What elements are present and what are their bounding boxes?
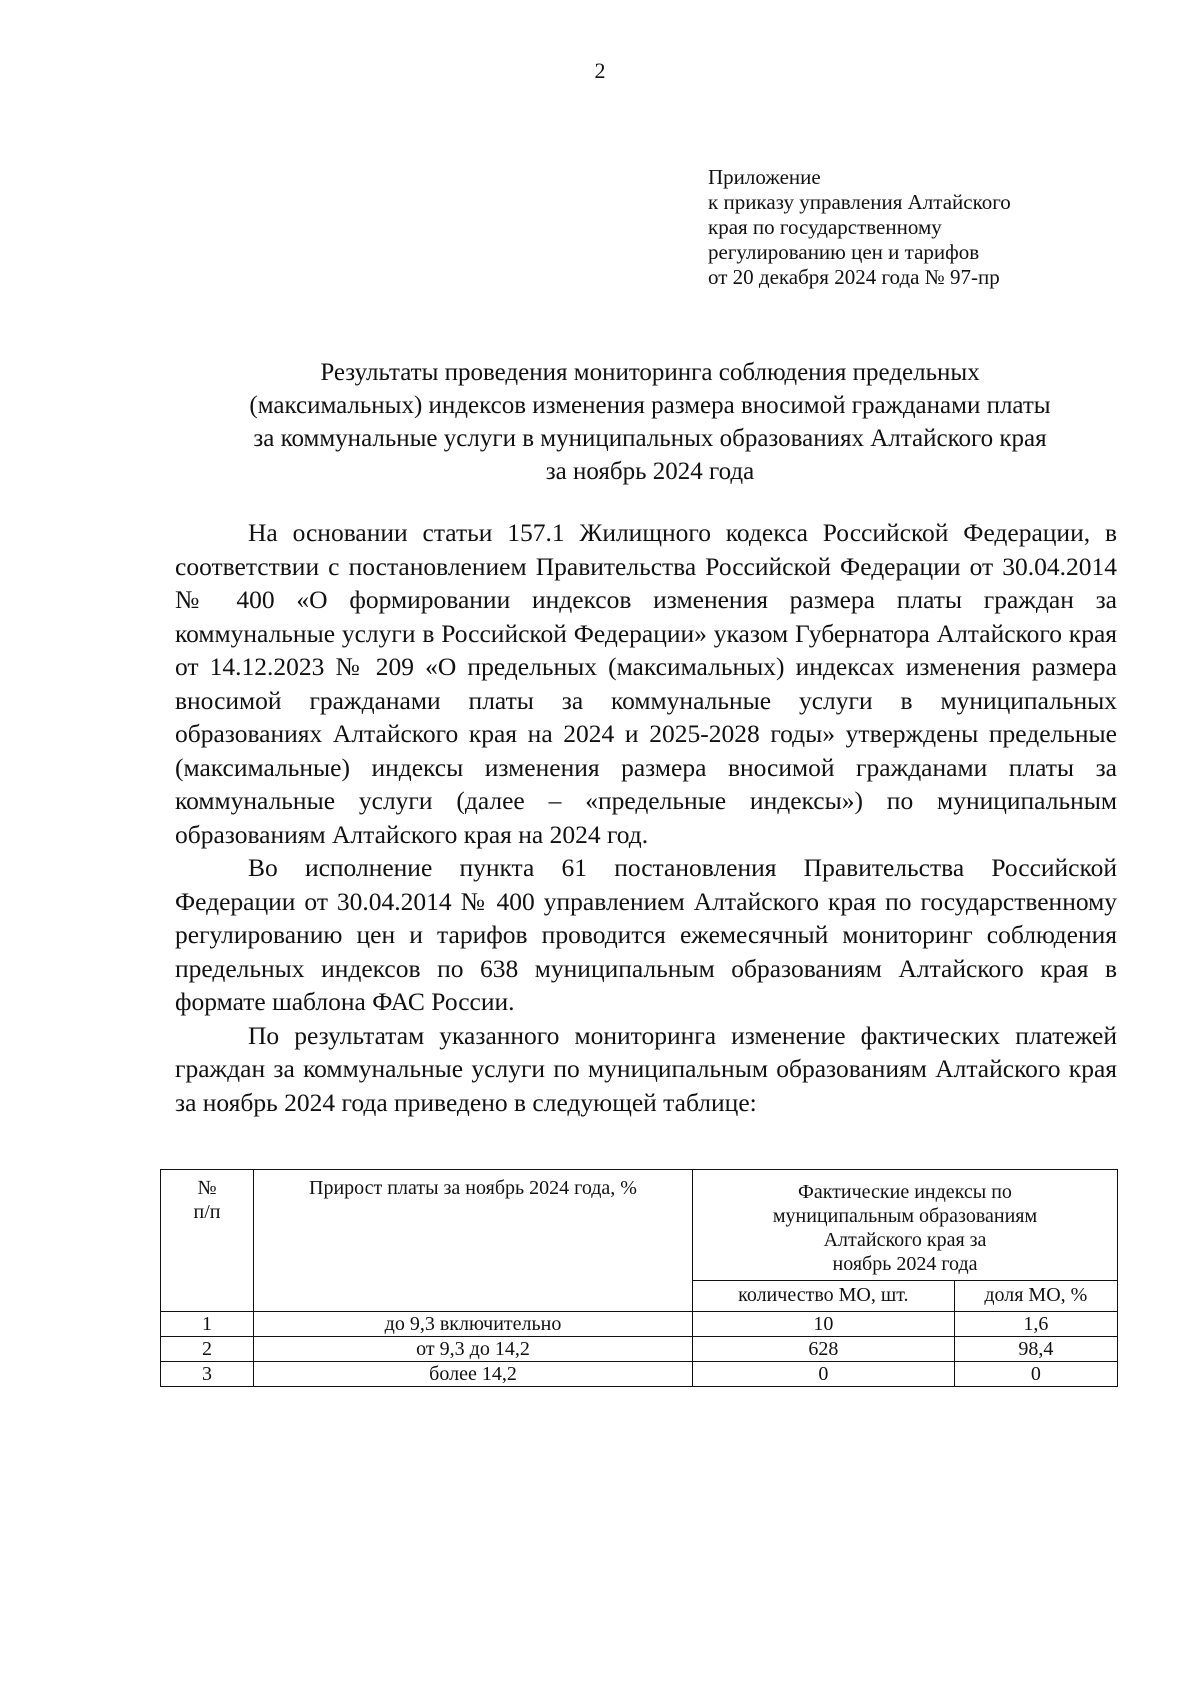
header-share: доля МО, % [954, 1281, 1117, 1312]
document-title [160, 356, 1140, 488]
page-number: 2 [594, 58, 606, 83]
title-line: (максимальных) индексов изменения размера вносимой гражданами платы [249, 392, 1051, 419]
appendix-line: Приложение [708, 165, 821, 189]
header-fact-line: Фактические индексы по [798, 1181, 1012, 1203]
appendix-line: от 20 декабря 2024 года № 97-пр [708, 265, 1000, 289]
cell-range: более 14,2 [254, 1362, 693, 1387]
title-line: за ноябрь 2024 года [545, 458, 755, 485]
title-line: Результаты проведения мониторинга соблюдения предельных [320, 359, 980, 386]
cell-range: от 9,3 до 14,2 [254, 1337, 693, 1362]
appendix-block [708, 165, 1088, 290]
header-num [161, 1170, 254, 1312]
cell-count: 628 [693, 1337, 955, 1362]
table-row [161, 1312, 1118, 1337]
cell-range: до 9,3 включительно [254, 1312, 693, 1337]
cell-share: 0 [954, 1362, 1117, 1387]
table-row [161, 1362, 1118, 1387]
paragraph-monitoring: Во исполнение пункта 61 постановления Правительства Российской Федерации от 30.04.2014 № 400 управлением Алтайского края по государственному регулированию цен и тарифов проводится ежемесячный мониторинг соблюдения предельных индексов по 638 муниципальным образованиям Алтайского края в формате шаблона ФАС России. [175, 853, 1117, 1016]
header-fact-line: ноябрь 2024 года [832, 1253, 978, 1275]
appendix-line: к приказу управления Алтайского [708, 190, 1011, 214]
header-fact-line: Алтайского края за [823, 1229, 987, 1251]
title-line: за коммунальные услуги в муниципальных образованиях Алтайского края [253, 425, 1047, 452]
cell-num: 2 [161, 1337, 254, 1362]
cell-num: 3 [161, 1362, 254, 1387]
header-count: количество МО, шт. [693, 1281, 955, 1312]
cell-num: 1 [161, 1312, 254, 1337]
appendix-line: края по государственному [708, 215, 942, 239]
cell-count: 10 [693, 1312, 955, 1337]
paragraph-legal-basis: На основании статьи 157.1 Жилищного кодекса Российской Федерации, в соответствии с постановлением Правительства Российской Федерации от 30.04.2014 № 400 «О формировании индексов изменения размера платы граждан за коммунальные услуги в Российской Федерации» указом Губернатора Алтайского края от 14.12.2023 № 209 «О предельных (максимальных) индексах изменения размера вносимой гражданами платы за коммунальные услуги в муниципальных образованиях Алтайского края на 2024 и 2025-2028 годы» утверждены предельные (максимальные) индексы изменения размера вносимой гражданами платы за коммунальные услуги (далее – «предельные индексы») по муниципальным образованиям Алтайского края на 2024 год. [175, 518, 1117, 849]
results-table [160, 1169, 1118, 1387]
cell-count: 0 [693, 1362, 955, 1387]
header-num-line: п/п [193, 1201, 221, 1223]
paragraph-results: По результатам указанного мониторинга изменение фактических платежей граждан за коммунальные услуги по муниципальным образованиям Алтайского края за ноябрь 2024 года приведено в следующей таблице: [175, 1020, 1117, 1117]
header-fact-indices [693, 1170, 1118, 1281]
body-text [175, 516, 1117, 1119]
appendix-line: регулированию цен и тарифов [708, 240, 980, 264]
table-row [161, 1337, 1118, 1362]
cell-share: 98,4 [954, 1337, 1117, 1362]
table-header-row [161, 1170, 1118, 1281]
header-growth: Прирост платы за ноябрь 2024 года, % [254, 1170, 693, 1312]
cell-share: 1,6 [954, 1312, 1117, 1337]
header-num-line: № [197, 1177, 217, 1199]
header-fact-line: муниципальным образованиям [772, 1205, 1038, 1227]
